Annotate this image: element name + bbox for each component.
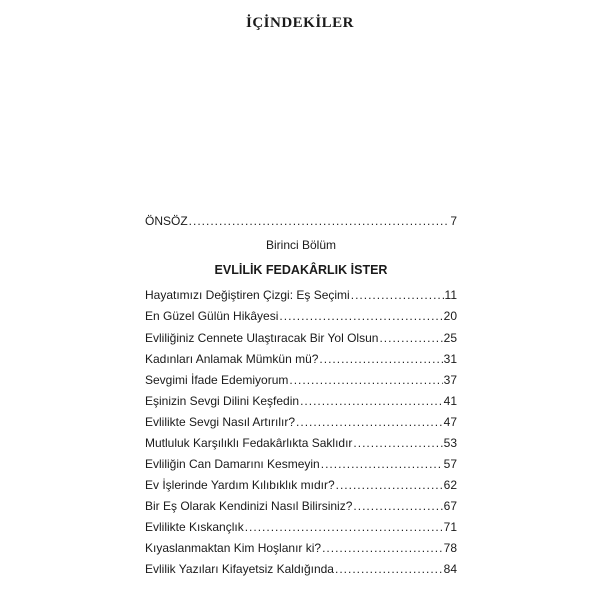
toc-entry-page: 67 <box>443 499 457 513</box>
dot-leader <box>279 308 442 324</box>
toc-entry <box>145 540 457 556</box>
toc-entry <box>145 435 457 451</box>
toc-entry <box>145 519 457 535</box>
dot-leader <box>296 414 443 430</box>
toc-entry <box>145 287 457 303</box>
toc-entry-page: 7 <box>450 214 457 228</box>
toc-entry-title: Hayatımızı Değiştiren Çizgi: Eş Seçimi <box>145 288 350 302</box>
toc-entry-title: Evlilikte Kıskançlık <box>145 520 244 534</box>
toc-entry <box>145 372 457 388</box>
toc-entry <box>145 308 457 324</box>
toc-entry-page: 47 <box>443 415 457 429</box>
toc-entry-page: 20 <box>443 309 457 323</box>
toc-entry-page: 53 <box>443 436 457 450</box>
dot-leader <box>336 477 443 493</box>
dot-leader <box>289 372 442 388</box>
toc-entry-page: 25 <box>443 331 457 345</box>
dot-leader <box>321 456 443 472</box>
toc-entry-title: En Güzel Gülün Hikâyesi <box>145 309 279 323</box>
toc-entry-page: 57 <box>443 457 457 471</box>
dot-leader <box>319 351 442 367</box>
toc-entry-title: Kadınları Anlamak Mümkün mü? <box>145 352 319 366</box>
toc-entry-page: 71 <box>443 520 457 534</box>
dot-leader <box>322 540 443 556</box>
toc-entry-title: Evlilikte Sevgi Nasıl Artırılır? <box>145 415 296 429</box>
toc-entry-page: 84 <box>443 562 457 576</box>
toc-entry <box>145 561 457 577</box>
toc-entry-title: Evliliğin Can Damarını Kesmeyin <box>145 457 320 471</box>
toc-entry-page: 31 <box>443 352 457 366</box>
section-label: Birinci Bölüm <box>265 238 337 252</box>
toc-entry-page: 37 <box>443 373 457 387</box>
toc-entry <box>145 498 457 514</box>
toc-entry <box>145 393 457 409</box>
toc-entry-title: Bir Eş Olarak Kendinizi Nasıl Bilirsiniz? <box>145 499 353 513</box>
toc-entry-page: 11 <box>444 288 457 302</box>
toc-entry-page: 41 <box>443 394 457 408</box>
toc-entry-title: Evliliğiniz Cennete Ulaştıracak Bir Yol Olsun <box>145 331 379 345</box>
section-title: EVLİLİK FEDAKÂRLIK İSTER <box>214 263 388 277</box>
toc-entry-title: Kıyaslanmaktan Kim Hoşlanır ki? <box>145 541 322 555</box>
dot-leader <box>353 435 442 451</box>
toc-entry-title: ÖNSÖZ <box>145 214 188 228</box>
dot-leader <box>351 287 444 303</box>
toc-entry <box>145 414 457 430</box>
dot-leader <box>335 561 443 577</box>
toc-entry <box>145 330 457 346</box>
toc-entry-preface <box>145 213 457 229</box>
dot-leader <box>189 213 450 229</box>
toc-entry <box>145 477 457 493</box>
toc-entry <box>145 351 457 367</box>
page-title: İÇİNDEKİLER <box>245 15 355 31</box>
toc-entry-title: Sevgimi İfade Edemiyorum <box>145 373 289 387</box>
dot-leader <box>353 498 442 514</box>
dot-leader <box>245 519 443 535</box>
dot-leader <box>300 393 443 409</box>
dot-leader <box>379 330 442 346</box>
toc-entry <box>145 456 457 472</box>
toc-entry-title: Ev İşlerinde Yardım Kılıbıklık mıdır? <box>145 478 335 492</box>
toc-entry-page: 62 <box>443 478 457 492</box>
toc-entry-title: Mutluluk Karşılıklı Fedakârlıkta Saklıdır <box>145 436 353 450</box>
toc-entry-page: 78 <box>443 541 457 555</box>
toc-entry-title: Evlilik Yazıları Kifayetsiz Kaldığında <box>145 562 334 576</box>
toc-entry-title: Eşinizin Sevgi Dilini Keşfedin <box>145 394 300 408</box>
